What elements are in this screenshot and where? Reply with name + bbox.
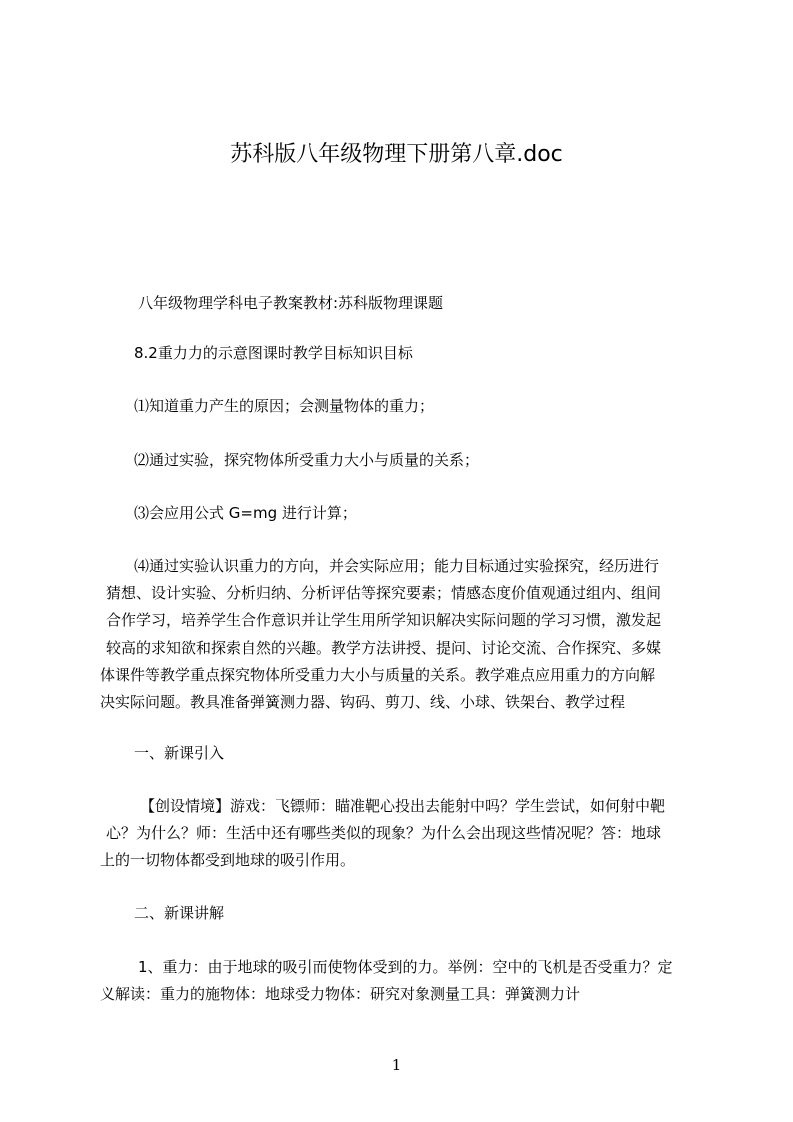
goal-3: ⑶会应用公式 G=mg 进行计算；	[134, 504, 357, 522]
goal-2: ⑵通过实验，探究物体所受重力大小与质量的关系；	[134, 451, 480, 469]
section-1-line: 心？为什么？师：生活中还有哪些类似的现象？为什么会出现这些情况呢？答：地球	[106, 824, 662, 843]
section-1-paragraph	[100, 793, 710, 875]
page-number: 1	[391, 1056, 402, 1074]
section-1-line: 上的一切物体都受到地球的吸引作用。	[100, 851, 356, 870]
goal-4-paragraph	[100, 553, 710, 716]
goal-4-line: 合作学习，培养学生合作意识并让学生用所学知识解决实际问题的学习习惯，激发起	[106, 611, 662, 630]
goal-4-line: ⑷通过实验认识重力的方向，并会实际应用；能力目标通过实验探究，经历进行	[134, 557, 660, 575]
document-title: 苏科版八年级物理下册第八章.doc	[230, 142, 563, 167]
section-2-paragraph	[100, 954, 710, 1008]
subject-line: 8.2重力力的示意图课时教学目标知识目标	[134, 344, 413, 362]
section-1-line: 【创设情境】游戏：飞镖师：瞄准靶心投出去能射中吗？学生尝试，如何射中靶	[140, 797, 666, 815]
section-1-heading: 一、新课引入	[134, 744, 225, 762]
intro-line: 八年级物理学科电子教案教材:苏科版物理课题	[138, 294, 444, 312]
goal-4-line: 猜想、设计实验、分析归纳、分析评估等探究要素；情感态度价值观通过组内、组间	[106, 584, 662, 603]
goal-4-line: 体课件等教学重点探究物体所受重力大小与质量的关系。教学难点应用重力的方向解	[100, 665, 656, 684]
section-2-line: 1、重力：由于地球的吸引而使物体受到的力。举例：空中的飞机是否受重力？定	[138, 958, 673, 976]
goal-4-line: 较高的求知欲和探索自然的兴趣。教学方法讲授、提问、讨论交流、合作探究、多媒	[106, 638, 662, 657]
section-2-heading: 二、新课讲解	[134, 904, 225, 922]
goal-1: ⑴知道重力产生的原因；会测量物体的重力；	[134, 397, 435, 415]
section-2-line: 义解读：重力的施物体：地球受力物体：研究对象测量工具：弹簧测力计	[100, 985, 581, 1004]
goal-4-line: 决实际问题。教具准备弹簧测力器、钩码、剪刀、线、小球、铁架台、教学过程	[100, 692, 626, 711]
